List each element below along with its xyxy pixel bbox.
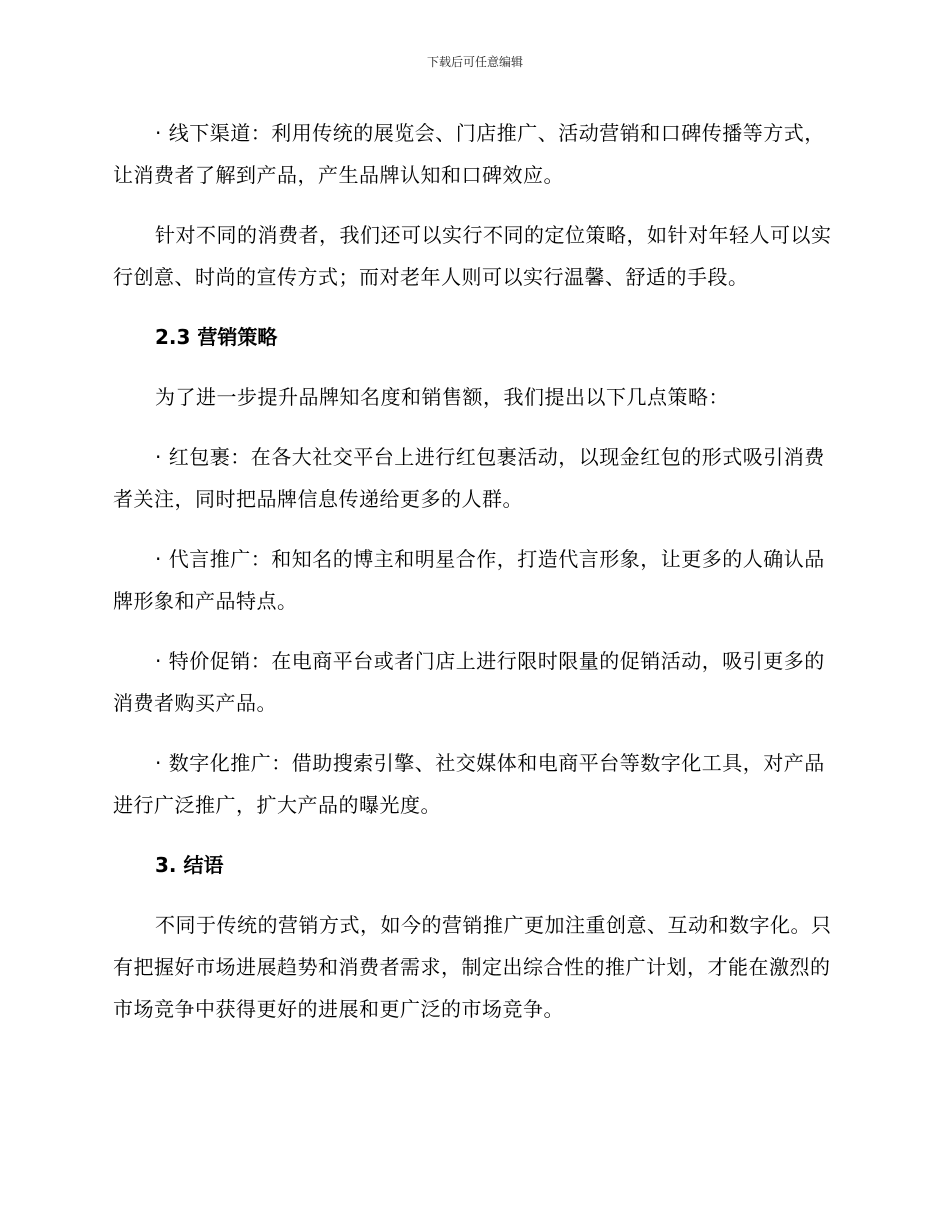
paragraph-special-offer: · 特价促销：在电商平台或者门店上进行限时限量的促销活动，吸引更多的消费者购买产品。 — [113, 649, 825, 715]
paragraph-conclusion: 不同于传统的营销方式，如今的营销推广更加注重创意、互动和数字化。只有把握好市场进展趋势和消费者需求，制定出综合性的推广计划，才能在激烈的市场竞争中获得更好的进展和更广泛的市场竞争。 — [113, 913, 832, 1021]
paragraph-strategy-intro: 为了进一步提升品牌知名度和销售额，我们提出以下几点策略： — [155, 385, 729, 409]
document-body — [113, 112, 835, 1048]
page-header-note: 下载后可任意编辑 — [426, 55, 523, 69]
paragraph-endorsement: · 代言推广：和知名的博主和明星合作，打造代言形象，让更多的人确认品牌形象和产品特点。 — [113, 547, 825, 613]
paragraph-offline-channels: · 线下渠道：利用传统的展览会、门店推广、活动营销和口碑传播等方式，让消费者了解到产品，产生品牌认知和口碑效应。 — [113, 121, 825, 187]
paragraph-red-packet: · 红包裹：在各大社交平台上进行红包裹活动，以现金红包的形式吸引消费者关注，同时把品牌信息传递给更多的人群。 — [113, 445, 825, 511]
paragraph-positioning-strategy: 针对不同的消费者，我们还可以实行不同的定位策略，如针对年轻人可以实行创意、时尚的宣传方式；而对老年人则可以实行温馨、舒适的手段。 — [113, 223, 832, 289]
section-heading-marketing-strategy: 2.3 营销策略 — [155, 325, 278, 349]
section-heading-conclusion: 3. 结语 — [155, 853, 224, 877]
paragraph-digital-promotion: · 数字化推广：借助搜索引擎、社交媒体和电商平台等数字化工具，对产品进行广泛推广，扩大产品的曝光度。 — [113, 751, 825, 817]
